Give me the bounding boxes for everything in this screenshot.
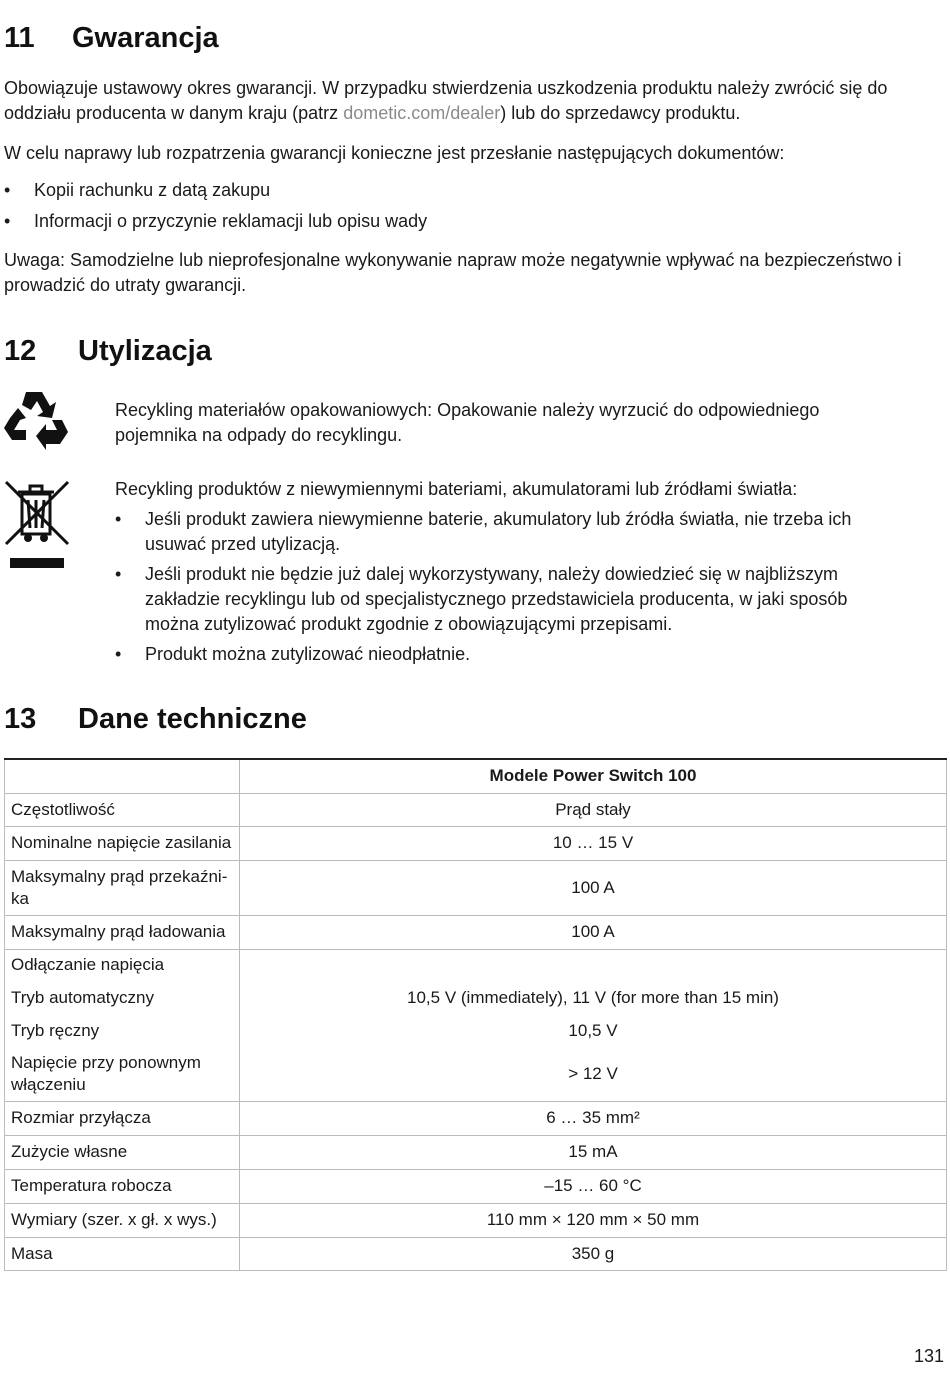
table-row xyxy=(5,1014,947,1047)
section-12-title: Utylizacja xyxy=(78,335,212,367)
crossed-bin-icon xyxy=(4,478,70,570)
section-12-number: 12 xyxy=(4,335,37,367)
section-11-title: Gwarancja xyxy=(72,22,219,54)
table-row xyxy=(5,1169,947,1203)
warranty-paragraph xyxy=(4,76,924,126)
list-item: • Kopii rachunku z datą zakupu xyxy=(34,178,427,203)
recycling-packaging-text: Recykling materiałów opakowaniowych: Opakowanie należy wyrzucić do odpowiedniego pojemnika na odpady do recyklingu. xyxy=(115,400,820,445)
table-cell-value: 10 … 15 V xyxy=(240,826,947,860)
table-cell-label: Wymiary (szer. x gł. x wys.) xyxy=(5,1203,240,1237)
warning-paragraph: Uwaga: Samodzielne lub nieprofesjonalne wykonywanie napraw może negatywnie wpływać na bezpieczeństwo i prowadzić do utraty gwarancji. xyxy=(4,250,902,295)
table-row xyxy=(5,793,947,826)
table-row xyxy=(5,1101,947,1135)
table-cell-value: 100 A xyxy=(240,860,947,915)
table-cell-value: 10,5 V (immediately), 11 V (for more than 15 min) xyxy=(240,981,947,1014)
table-row xyxy=(5,981,947,1014)
table-cell-label: Nominalne napięcie zasilania xyxy=(5,826,240,860)
list-item: • Produkt można zutylizować nieodpłatnie. xyxy=(145,642,905,667)
warranty-text-start: Obowiązuje ustawowy okres gwarancji. W przypadku stwierdzenia uszkodzenia produktu należy zwrócić się do oddziału producenta w danym kraju (patrz xyxy=(4,78,888,123)
table-header-model: Modele Power Switch 100 xyxy=(240,759,947,793)
table-cell-value: > 12 V xyxy=(240,1047,947,1101)
table-cell-label: Maksymalny prąd przekaźni-ka xyxy=(5,860,240,915)
table-cell-label: Rozmiar przyłącza xyxy=(5,1101,240,1135)
section-11-heading xyxy=(4,22,219,55)
table-cell-label: Częstotliwość xyxy=(5,793,240,826)
table-cell-value xyxy=(240,949,947,981)
documents-paragraph: W celu naprawy lub rozpatrzenia gwarancji konieczne jest przesłanie następujących dokumentów: xyxy=(4,143,785,163)
table-cell-value: 15 mA xyxy=(240,1135,947,1169)
table-row xyxy=(5,915,947,949)
table-cell-label: Tryb ręczny xyxy=(5,1014,240,1047)
section-13-title: Dane techniczne xyxy=(78,703,307,735)
table-row xyxy=(5,1237,947,1270)
table-row xyxy=(5,949,947,981)
table-cell-label: Maksymalny prąd ładowania xyxy=(5,915,240,949)
table-cell-label: Zużycie własne xyxy=(5,1135,240,1169)
list-item: • Jeśli produkt nie będzie już dalej wykorzystywany, należy dowiedzieć się w najbliższym zakładzie recyklingu lub od specjalistycznego przedstawiciela producenta, w jaki sposób można zutylizować produkt zgodnie z obowiązującymi przepisami. xyxy=(145,562,905,637)
list-item: • Jeśli produkt zawiera niewymienne baterie, akumulatory lub źródła światła, nie trzeba ich usuwać przed utylizacją. xyxy=(145,507,905,557)
table-cell-label: Temperatura robocza xyxy=(5,1169,240,1203)
section-13-heading xyxy=(4,703,307,736)
table-cell-label: Masa xyxy=(5,1237,240,1270)
table-cell-label: Tryb automatyczny xyxy=(5,981,240,1014)
list-item: • Informacji o przyczynie reklamacji lub opisu wady xyxy=(34,209,427,234)
warranty-text-end: ) lub do sprzedawcy produktu. xyxy=(500,103,741,123)
table-cell-value: 100 A xyxy=(240,915,947,949)
technical-data-table xyxy=(4,758,947,1271)
table-cell-value: 350 g xyxy=(240,1237,947,1270)
table-row xyxy=(5,1047,947,1101)
section-12-heading xyxy=(4,335,212,368)
table-cell-value: 10,5 V xyxy=(240,1014,947,1047)
recycling-icon xyxy=(4,388,68,452)
section-11-number: 11 xyxy=(4,22,35,54)
page-number: 131 xyxy=(913,1346,944,1366)
table-cell-label: Napięcie przy ponownym włączeniu xyxy=(5,1047,240,1101)
weee-intro: Recykling produktów z niewymiennymi bateriami, akumulatorami lub źródłami światła: xyxy=(115,479,798,499)
table-row xyxy=(5,826,947,860)
dealer-link[interactable]: dometic.com/dealer xyxy=(343,103,501,123)
table-cell-value: 6 … 35 mm² xyxy=(240,1101,947,1135)
table-row xyxy=(5,1203,947,1237)
table-row xyxy=(5,1135,947,1169)
documents-list xyxy=(34,178,427,234)
table-header-empty xyxy=(5,759,240,793)
table-cell-value: –15 … 60 °C xyxy=(240,1169,947,1203)
weee-list xyxy=(145,507,905,667)
table-row xyxy=(5,860,947,915)
table-cell-label: Odłączanie napięcia xyxy=(5,949,240,981)
section-13-number: 13 xyxy=(4,703,37,735)
table-cell-value: Prąd stały xyxy=(240,793,947,826)
table-header-row xyxy=(5,759,947,793)
table-cell-value: 110 mm × 120 mm × 50 mm xyxy=(240,1203,947,1237)
